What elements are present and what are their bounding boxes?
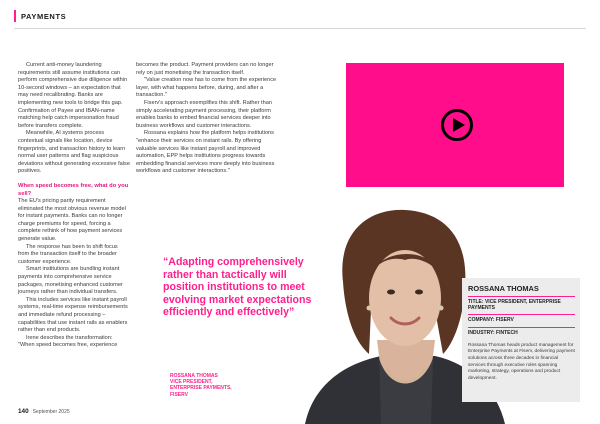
section-title: PAYMENTS bbox=[21, 11, 67, 21]
play-icon bbox=[453, 118, 465, 132]
issue-date: September 2025 bbox=[32, 409, 70, 415]
paragraph: Current anti-money laundering requirements still assume institutions can perform comprehensive due diligence within 10-second windows – an expectation that may need recalibrating. Banks are implementing new tools to bridge this gap. Confirmation of Payee and IBAN-name matching help catch impersonation fraud before transfers complete. bbox=[18, 62, 128, 129]
pull-quote: “Adapting comprehensively rather than tactically will position institutions to meet evolving market expectations efficiently and effectively” bbox=[163, 256, 312, 319]
page-number: 140 bbox=[18, 408, 29, 415]
section-header bbox=[14, 10, 66, 22]
play-button[interactable] bbox=[441, 109, 473, 141]
page-footer bbox=[18, 408, 70, 415]
paragraph: becomes the product. Payment providers can no longer rely on just monetising the transaction itself. bbox=[136, 62, 274, 76]
header-rule bbox=[14, 28, 586, 29]
attribution-title: VICE PRESIDENT, bbox=[170, 379, 213, 386]
paragraph: This includes services like instant payroll systems, real-time expense reimbursements and immediate refund processing – capabilities that use instant rails as enablers rather than end products. bbox=[18, 296, 128, 334]
subheading: When speed becomes free, what do you sell? bbox=[18, 182, 129, 197]
paragraph: The response has been to shift focus from the transaction itself to the broader customer experience. bbox=[18, 243, 118, 265]
paragraph: Fiserv's approach exemplifies this shift. Rather than simply accelerating payment processing, their platform enables banks to embed financial services deeper into business workflows and customer interactions. bbox=[136, 99, 272, 129]
attribution-name: ROSSANA THOMAS bbox=[170, 373, 218, 379]
paragraph: Irene describes the transformation: "When speed becomes free, experience bbox=[18, 334, 118, 349]
profile-box bbox=[462, 278, 580, 402]
attribution-title: ENTERPRISE PAYMENTS, bbox=[170, 385, 232, 392]
attribution-company: FISERV bbox=[170, 391, 188, 398]
paragraph: The EU's pricing parity requirement eliminated the most obvious revenue model for instant payments. Banks can no longer charge premiums for speed, forcing a complete rethink of how payment services generate value. bbox=[18, 198, 126, 243]
section-marker bbox=[14, 10, 16, 22]
profile-industry: INDUSTRY: FINTECH bbox=[468, 327, 575, 336]
paragraph: Smart institutions are bundling instant payments into comprehensive service packages, monetising enhanced customer journeys rather than individual transfers. bbox=[18, 266, 123, 296]
profile-bio: Rossana Thomas heads product management for Enterprise Payments at Fiserv, delivering payment solutions across three decades in financial services through executive roles spanning marketing, strategy, operations and product development. bbox=[468, 342, 575, 381]
article-column-2 bbox=[136, 62, 282, 176]
quote-attribution bbox=[170, 373, 280, 398]
paragraph: Rossana explains how the platform helps institutions "enhance their services on instant rails. By offering valuable services like instant payroll and improved automation, EPP helps institutions progress towards embedding financial services more deeply into business workflows and customer interactions." bbox=[136, 130, 275, 175]
profile-company: COMPANY: FISERV bbox=[468, 314, 575, 323]
paragraph: Meanwhile, AI systems process contextual signals like location, device fingerprints, and transaction history to learn normal user patterns and flag suspicious deviations without generating excessive false positives. bbox=[18, 130, 130, 175]
profile-name: ROSSANA THOMAS bbox=[468, 284, 539, 293]
profile-title: TITLE: VICE PRESIDENT, ENTERPRISE PAYMENTS bbox=[468, 296, 575, 311]
video-player[interactable] bbox=[346, 63, 564, 187]
paragraph: "Value creation now has to come from the experience layer, with what happens before, during, and after a transaction." bbox=[136, 77, 277, 99]
article-column-1 bbox=[18, 62, 130, 350]
